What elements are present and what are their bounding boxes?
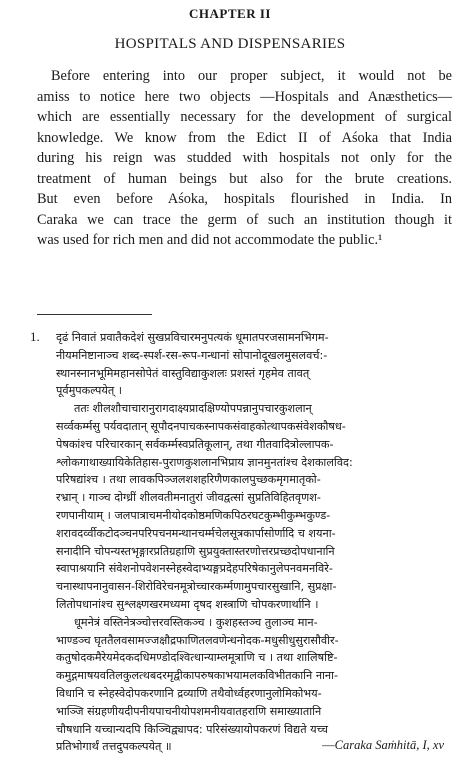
footnote-block xyxy=(30,328,456,756)
footnote-line: दृढं निवातं प्रवातैकदेशं सुखप्रविचारमनुपत्यकं धूमातपरजसामनभिगम- xyxy=(56,331,329,344)
body-line: treatment of human beings but also for the brute creations. xyxy=(37,170,452,187)
footnote-line: रणपानीयाम् । जलपात्राचमनीयोदकोष्ठमणिकपिठरघटकुम्भीकुम्भकुण्ड- xyxy=(56,508,331,522)
footnote-line: रभ्रान् । गाञ्च दोग्ध्रीं शीलवतीमनातुरां जीवद्वत्सां सुप्रतिविहितवृणश- xyxy=(56,491,321,505)
footnote-line: श्लोकगाथाख्यायिकेतिहास-पुराणकुशलानभिप्राय ज्ञानमुनतांश्च देशकालविद: xyxy=(56,455,353,469)
footnote-line: विधानि च स्नेहस्वेदोपकरणानि द्रव्याणि तथैवोर्ध्वहरणानुलोमिकोभय- xyxy=(56,686,322,700)
body-line: knowledge. We know from the Edict II of Aśoka that India xyxy=(37,129,452,146)
footnote-line: चनास्थापनानुवासन-शिरोविरेचनमूत्रोच्चारकर्म्मणामुपचारसुखानि, सुप्रक्षा- xyxy=(56,580,337,594)
footnote-divider xyxy=(37,314,152,315)
chapter-heading: CHAPTER II xyxy=(189,6,271,21)
footnote-line: धूमनेत्रं वस्तिनेत्रञ्चोत्तरवस्तिकञ्च । कुशहस्तञ्च तुलाञ्च मान- xyxy=(74,615,318,629)
footnote-line: स्वापाश्रयानि संवेशनोपवेशनस्नेहस्वेदाभ्यङ्गप्रदेहपरिषेकानुलेपनवमनविरे- xyxy=(56,562,333,576)
footnote-line: चौषधानि यच्चान्यदपि किञ्चिद्व्यापद: परिसंख्यायोपकरणं विद्यते यच्च xyxy=(56,722,328,736)
body-paragraph xyxy=(37,66,452,251)
footnote-line: ततः शीलशौचाचारानुरागदाक्ष्यप्रादक्षिण्योपपन्नानुपचारकुशलान् xyxy=(74,402,312,416)
footnote-line: लितोपधानांश्च सुश्लक्ष्णखरमध्यमा दृषद शस्त्राणि चोपकरणार्थानि । xyxy=(56,597,319,611)
footnote-line: शरावदर्व्वीकटोदञ्चनपरिपचनमन्थानचर्म्मचेलसूत्रकार्पासोर्णादि च शयना- xyxy=(56,526,336,540)
citation-source: Caraka Saṁhitā, I, xv xyxy=(334,738,444,752)
footnote-line: पूर्वमुपकल्पयेत् । xyxy=(56,384,123,398)
footnote-line: कतुषोदकमैरेयमेदकदधिमण्डोदश्वित्धान्याम्लमूत्राणि च । तथा शालिषष्टि- xyxy=(56,651,338,665)
footnote-number: 1. xyxy=(30,329,40,344)
footnote-line: पेषकांश्च परिचारकान् सर्वकर्म्मस्वप्रतिकूलान्, तथा गीतवादित्रोल्लापक- xyxy=(56,437,334,451)
footnote-line: सनादीनि चोपन्यस्तभृङ्गारप्रतिग्रहाणि सुप्रयुक्तास्तरणोत्तरप्रच्छदोपधानानि xyxy=(56,544,335,558)
footnote-line: प्रतिभोगार्थं तत्तदुपकल्पयेत् ॥ xyxy=(56,740,172,754)
body-line: But even before Aśoka, hospitals flourished in India. In xyxy=(37,191,452,207)
body-line: during his reign was studded with hospitals not only for the xyxy=(37,150,452,166)
footnote-line: भाण्डञ्च घृततैलवसामज्जक्षौद्रफाणितलवणेन्धनोदक-मधुसीधुसुरासौवीर- xyxy=(56,633,339,647)
body-line: was used for rich men and did not accommodate the public.¹ xyxy=(37,232,383,248)
footnote-line: कमुद्गमाषयवतिलकुलत्थबदरमृद्वीकापरुषकाभयामलकविभीतकानि नाना- xyxy=(56,669,339,683)
body-line: Caraka we can trace the germ of such an institution though it xyxy=(37,211,452,228)
footnote-line: स्थानस्नानभूमिमहानसोपेतं वास्तुविद्याकुशलः प्रशस्तं गृहमेव तावत् xyxy=(56,366,310,380)
footnote-citation xyxy=(322,738,444,753)
citation-dash: — xyxy=(322,738,335,752)
footnote-line: परिषद्यांश्च । तथा लावकपिञ्जलशशहरिणैणकालपुच्छकमृगमातृको- xyxy=(56,473,321,487)
footnote-line: भाञ्जि संग्रहणीयदीपनीयपाचनीयोपशमनीयवातहराणि समाख्यातानि xyxy=(56,704,322,718)
footnote-line: नीयमनिष्टानाञ्च शब्द-स्पर्श-रस-रूप-गन्धानां सोपानोदूखलमुसलवर्च:- xyxy=(56,348,328,362)
body-line: Before entering into our proper subject, it would not be xyxy=(51,68,452,84)
body-line: which are essentially necessary for the development of surgical xyxy=(37,109,452,125)
chapter-title: HOSPITALS AND DISPENSARIES xyxy=(114,36,346,52)
footnote-line: सर्व्वकर्म्मसु पर्यवदातान् सूपौदनपाचकस्नापकसंवाहकोत्थापकसंवेशकौषध- xyxy=(56,419,346,433)
body-line: amiss to notice here two objects —Hospitals and Anæsthetics— xyxy=(37,88,452,105)
